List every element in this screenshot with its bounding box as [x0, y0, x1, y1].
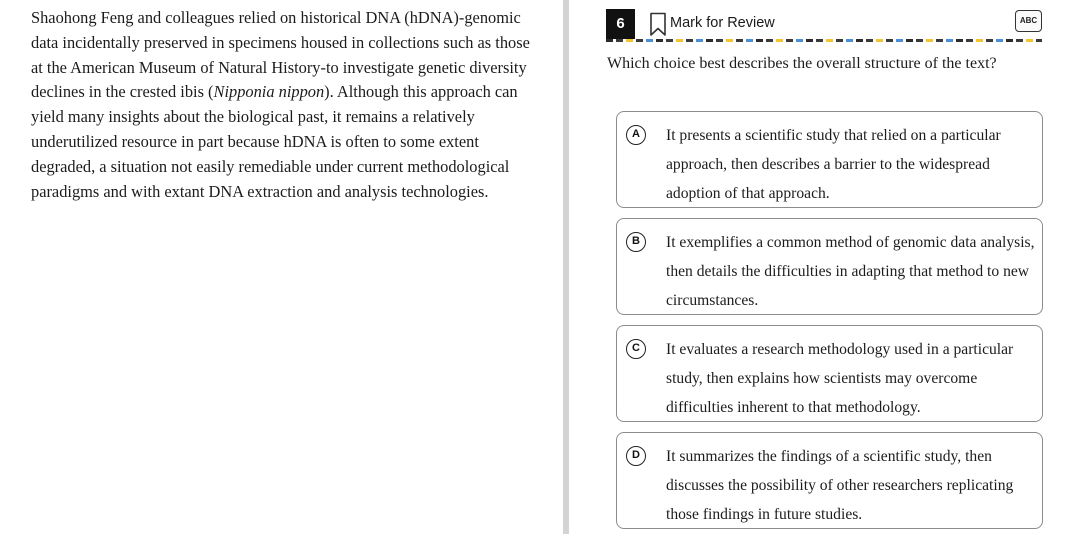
- question-header: [606, 8, 1042, 40]
- question-prompt: Which choice best describes the overall structure of the text?: [607, 55, 997, 72]
- passage-species-name: Nipponia nippon: [213, 82, 325, 102]
- answer-choice-b[interactable]: [616, 218, 1043, 315]
- answer-choice-a[interactable]: [616, 111, 1043, 208]
- header-divider: [606, 39, 1042, 42]
- choice-letter-b: B: [626, 232, 646, 252]
- choice-letter-c: C: [626, 339, 646, 359]
- abc-eliminator-icon[interactable]: [1015, 10, 1042, 32]
- choice-letter-d: D: [626, 446, 646, 466]
- choice-text-d: It summarizes the findings of a scientific study, then discusses the possibility of other researchers replicating those findings in future studies.: [666, 448, 1014, 523]
- choice-letter-a: A: [626, 125, 646, 145]
- abc-eliminator-label: ABC: [1019, 16, 1038, 25]
- question-pane: [569, 0, 1080, 534]
- passage-text: [31, 6, 543, 204]
- passage-text-start: Shaohong Feng and colleagues relied on historical DNA (hDNA)-genomic data incidentally preserved in specimens housed in collections such as those at the American Museum of Natural History-to investigate genetic diversity declines in the crested ibis (: [31, 8, 530, 102]
- choice-text-a: It presents a scientific study that relied on a particular approach, then describes a barrier to the widespread adoption of that approach.: [666, 127, 1001, 202]
- question-number-badge: 6: [606, 9, 635, 39]
- mark-for-review-label[interactable]: Mark for Review: [670, 15, 775, 31]
- answer-choice-d[interactable]: [616, 432, 1043, 529]
- choice-text-b: It exemplifies a common method of genomic data analysis, then details the difficulties in adapting that method to new circumstances.: [666, 234, 1035, 309]
- answer-choice-c[interactable]: [616, 325, 1043, 422]
- bookmark-icon[interactable]: [649, 12, 667, 37]
- choice-text-c: It evaluates a research methodology used in a particular study, then explains how scientists may overcome difficulties inherent to that methodology.: [666, 341, 1014, 416]
- passage-text-end: ). Although this approach can yield many insights about the biological past, it remains a relatively underutilized resource in part because hDNA is often to some extent degraded, a situation not easily remediable under current methodological paradigms and with extant DNA extraction and analysis technologies.: [31, 82, 518, 201]
